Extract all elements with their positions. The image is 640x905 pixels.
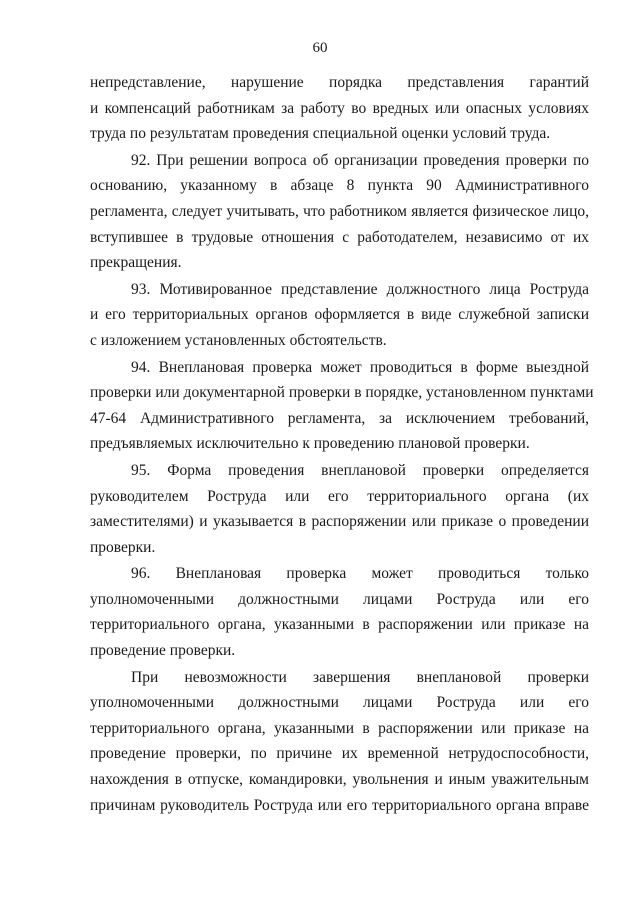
text-line: уполномоченными должностными лицами Роструда или его [90, 694, 589, 712]
text-line: проведение проверки. [90, 642, 236, 660]
text-line: причинам руководитель Роструда или его территориального органа вправе [90, 796, 589, 814]
text-line: 47-64 Административного регламента, за исключением требований, [90, 409, 589, 427]
text-line: непредставление, нарушение порядка представления гарантий [90, 74, 589, 91]
document-body [90, 70, 594, 818]
paragraph-96 [90, 561, 589, 663]
text-line: 94. Внеплановая проверка может проводиться в форме выездной [131, 358, 589, 376]
text-line: проверки. [90, 538, 156, 556]
text-line: вступившее в трудовые отношения с работодателем, независимо от их [90, 228, 589, 246]
text-line: и его территориальных органов оформляется в виде служебной записки [90, 306, 589, 324]
text-line: заместителями) и указывается в распоряжении или приказе о проведении [90, 513, 589, 531]
text-line: основанию, указанному в абзаце 8 пункта 90 Административного [90, 177, 589, 195]
text-line: проведение проверки, по причине их временной нетрудоспособности, [90, 745, 589, 763]
text-line: и компенсаций работникам за работу во вредных или опасных условиях [90, 99, 589, 117]
text-line: проверки или документарной проверки в порядке, установленном пунктами [90, 384, 594, 402]
text-line: труда по результатам проведения специальной оценки условий труда. [90, 125, 551, 143]
text-line: территориального органа, указанными в распоряжении или приказе на [90, 616, 589, 634]
text-line: руководителем Роструда или его территориального органа (их [90, 487, 589, 505]
text-line: 93. Мотивированное представление должностного лица Роструда [131, 280, 589, 298]
text-line: уполномоченными должностными лицами Роструда или его [90, 590, 589, 608]
text-line: При невозможности завершения внеплановой проверки [131, 668, 589, 686]
text-line: 92. При решении вопроса об организации проведения проверки по [131, 151, 589, 169]
text-line: с изложением установленных обстоятельств. [90, 331, 387, 349]
page-number: 60 [312, 40, 328, 56]
paragraph-96-continued [90, 665, 589, 819]
text-line: прекращения. [90, 254, 182, 272]
paragraph-95 [90, 458, 589, 560]
paragraph-94 [90, 355, 594, 457]
text-line: регламента, следует учитывать, что работником является физическое лицо, [90, 202, 589, 220]
text-line: предъявляемых исключительно к проведению плановой проверки. [90, 435, 530, 453]
text-line: 95. Форма проведения внеплановой проверки определяется [131, 461, 589, 479]
text-line: нахождения в отпуске, командировки, увольнения и иным уважительным [90, 771, 589, 789]
paragraph-continuation [90, 70, 589, 147]
paragraph-92 [90, 148, 589, 276]
paragraph-93 [90, 277, 589, 354]
text-line: 96. Внеплановая проверка может проводиться только [131, 565, 589, 583]
text-line: территориального органа, указанными в распоряжении или приказе на [90, 719, 589, 737]
